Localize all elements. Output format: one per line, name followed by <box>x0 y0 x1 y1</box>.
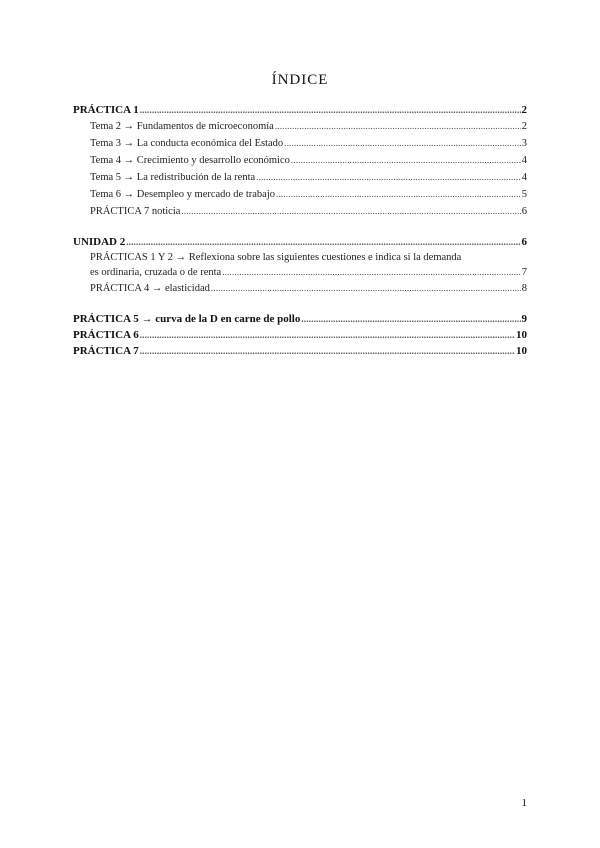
dot-leader <box>276 186 521 202</box>
toc-subentry-label: PRÁCTICA 4 → elasticidad <box>90 283 210 294</box>
toc-entry-page: 9 <box>521 313 527 325</box>
toc-entry-label: PRÁCTICA 1 <box>73 104 139 116</box>
toc-subentry-page: 2 <box>521 121 527 132</box>
toc-subentry-label: Tema 2 → Fundamentos de microeconomía <box>90 121 274 132</box>
toc-subentry[interactable] <box>73 135 527 152</box>
toc-subentry[interactable] <box>73 186 527 203</box>
toc-subentry-label-line2: es ordinaria, cruzada o de renta <box>90 267 222 278</box>
dot-leader <box>126 234 520 250</box>
table-of-contents <box>73 102 527 359</box>
toc-subentry-label: Tema 6 → Desempleo y mercado de trabajo <box>90 189 275 200</box>
toc-subentry-line2 <box>90 265 527 280</box>
dot-leader <box>140 102 521 118</box>
dot-leader <box>284 135 521 151</box>
toc-subentry[interactable] <box>73 203 527 220</box>
toc-entry-practica-1[interactable] <box>73 102 527 118</box>
toc-entry-page: 10 <box>516 345 527 357</box>
toc-subentry-page: 3 <box>521 138 527 149</box>
toc-subentry-page: 6 <box>521 206 527 217</box>
dot-leader <box>181 203 520 219</box>
spacer <box>73 220 527 234</box>
dot-leader <box>256 169 521 185</box>
dot-leader <box>291 152 521 168</box>
dot-leader <box>140 327 515 343</box>
dot-leader <box>301 311 520 327</box>
spacer <box>73 297 527 311</box>
toc-subentry-wrapped[interactable] <box>73 250 527 280</box>
toc-subentry-label-line1: PRÁCTICAS 1 Y 2 → Reflexiona sobre las siguientes cuestiones e indica si la demanda <box>90 252 462 263</box>
toc-subentry[interactable] <box>73 280 527 297</box>
toc-subentry-page: 4 <box>521 155 527 166</box>
toc-subentry-label: Tema 5 → La redistribución de la renta <box>90 172 256 183</box>
toc-subentry[interactable] <box>73 118 527 135</box>
toc-subentry-label: Tema 3 → La conducta económica del Estado <box>90 138 284 149</box>
toc-subentry[interactable] <box>73 169 527 186</box>
toc-entry-practica-6[interactable] <box>73 327 527 343</box>
toc-entry-practica-5[interactable] <box>73 311 527 327</box>
toc-entry-page: 6 <box>521 236 527 248</box>
toc-entry-label: PRÁCTICA 6 <box>73 329 139 341</box>
dot-leader <box>222 265 521 280</box>
toc-subentry-label: Tema 4 → Crecimiento y desarrollo económico <box>90 155 290 166</box>
toc-subentry-page: 5 <box>521 189 527 200</box>
toc-subentry-page: 8 <box>521 283 527 294</box>
dot-leader <box>275 118 521 134</box>
toc-subentry-label: PRÁCTICA 7 noticia <box>90 206 181 217</box>
toc-title: ÍNDICE <box>271 72 329 88</box>
toc-entry-page: 10 <box>516 329 527 341</box>
toc-entry-unidad-2[interactable] <box>73 234 527 250</box>
dot-leader <box>211 280 521 296</box>
dot-leader <box>140 343 515 359</box>
toc-subentry-page: 7 <box>521 267 527 278</box>
toc-entry-practica-7[interactable] <box>73 343 527 359</box>
toc-subentry[interactable] <box>73 152 527 169</box>
page-number: 1 <box>521 797 527 809</box>
toc-entry-label: UNIDAD 2 <box>73 236 126 248</box>
toc-entry-label: PRÁCTICA 7 <box>73 345 139 357</box>
toc-subentry-page: 4 <box>521 172 527 183</box>
toc-entry-page: 2 <box>521 104 527 116</box>
toc-entry-label: PRÁCTICA 5 → curva de la D en carne de pollo <box>73 313 301 325</box>
